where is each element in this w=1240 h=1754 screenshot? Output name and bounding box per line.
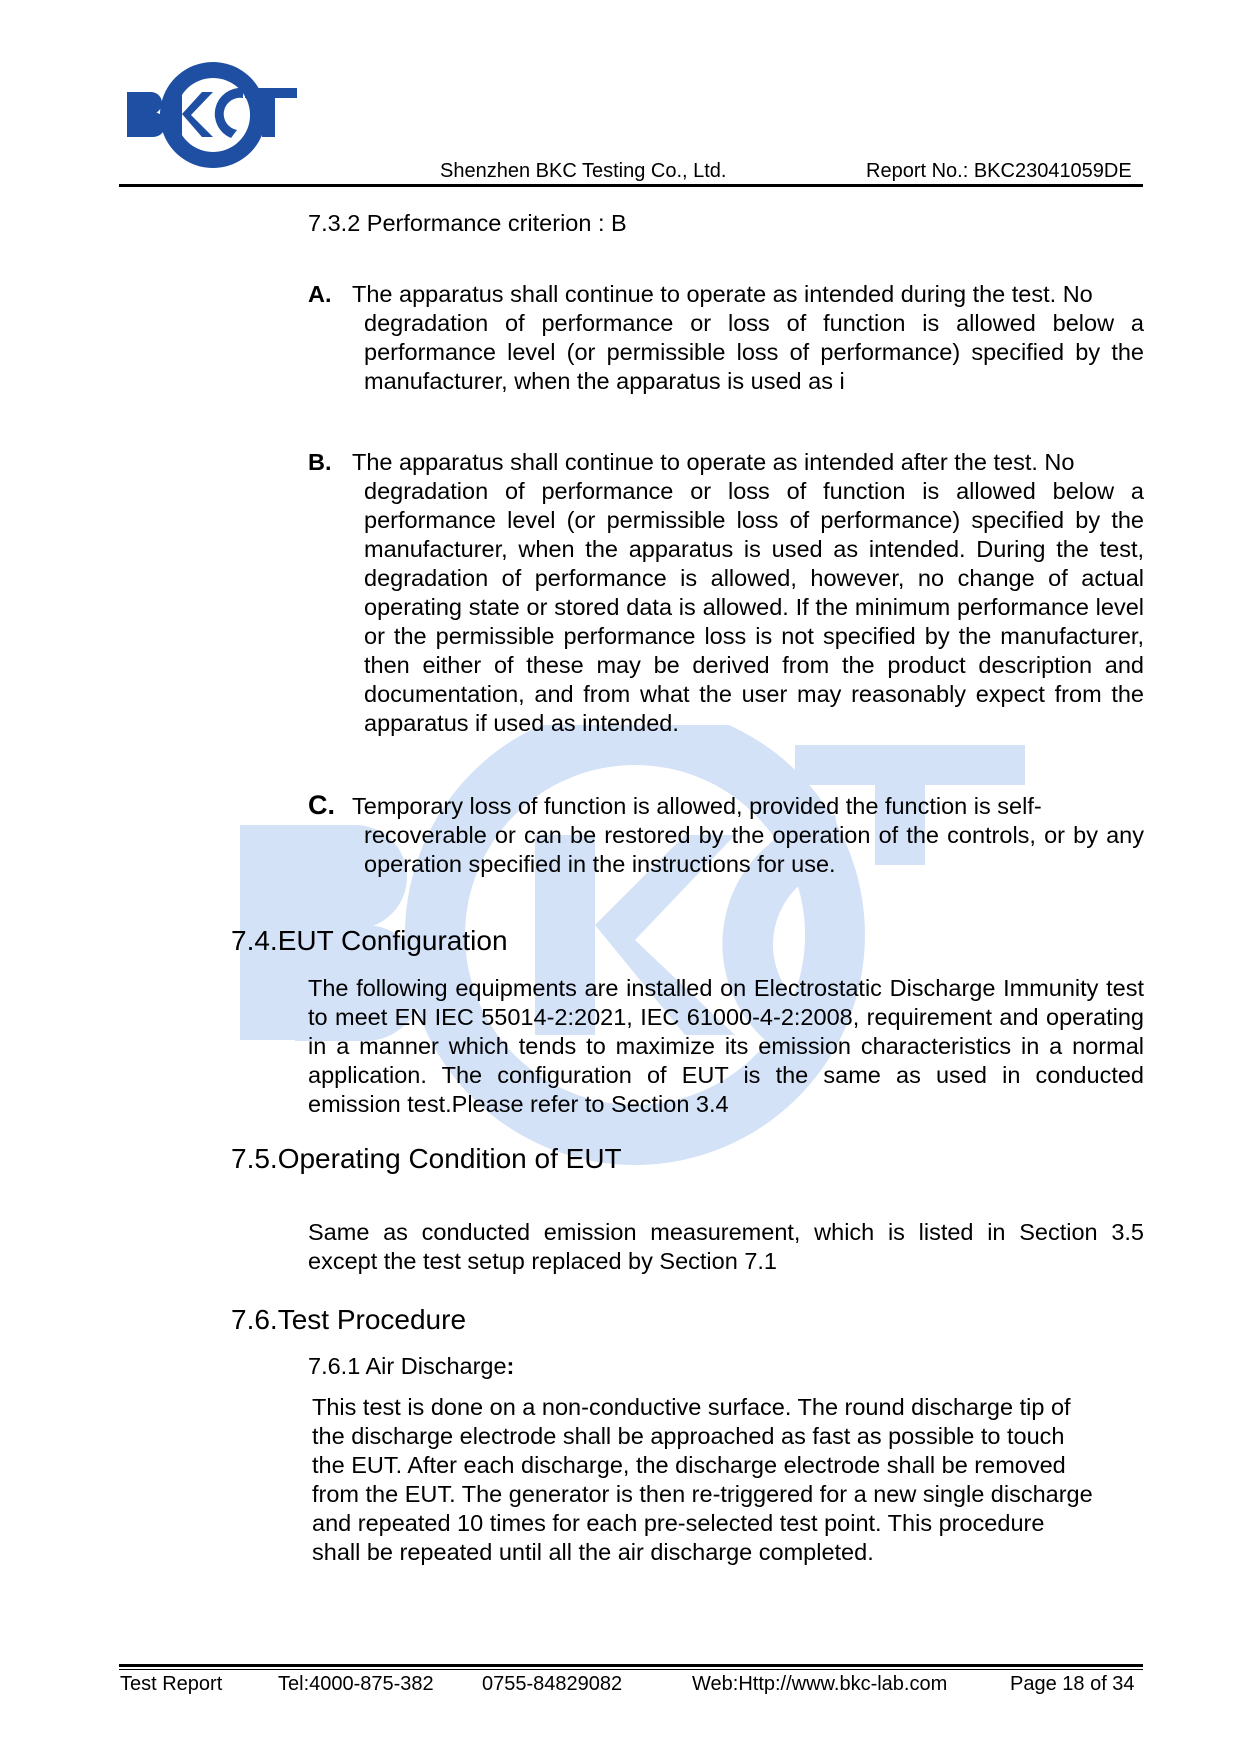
header-report-no: Report No.: BKC23041059DE xyxy=(866,160,1132,182)
item-first-line: The apparatus shall continue to operate as intended after the test. No xyxy=(352,449,1075,475)
air-discharge-line: and repeated 10 times for each pre-selected test point. This procedure xyxy=(312,1510,1045,1536)
item-rest: degradation of performance or loss of function is allowed below a performance level (or permissible loss of performance) specified by the manufacturer, when the apparatus is used as i xyxy=(364,310,1144,394)
bkct-logo xyxy=(125,60,300,170)
footer-web: Web:Http://www.bkc-lab.com xyxy=(692,1673,948,1695)
operating-condition-body: Same as conducted emission measurement, which is listed in Section 3.5 except the test setup replaced by Section 7.1 xyxy=(308,1219,1144,1274)
heading-eut-configuration: 7.4.EUT Configuration xyxy=(231,925,508,956)
footer-page-number: Page 18 of 34 xyxy=(1010,1673,1135,1695)
air-discharge-line: from the EUT. The generator is then re-triggered for a new single discharge xyxy=(312,1481,1093,1507)
heading-test-procedure: 7.6.Test Procedure xyxy=(231,1304,467,1335)
criterion-item-b xyxy=(308,448,1144,738)
footer-rule-thin xyxy=(119,1669,1143,1670)
air-discharge-line: the EUT. After each discharge, the discharge electrode shall be removed xyxy=(312,1452,1066,1478)
header-rule xyxy=(119,184,1143,187)
item-rest: recoverable or can be restored by the operation of the controls, or by any operation specified in the instructions for use. xyxy=(364,822,1144,877)
criterion-item-a xyxy=(308,280,1144,396)
item-label: C. xyxy=(308,790,335,820)
heading-operating-condition: 7.5.Operating Condition of EUT xyxy=(231,1143,622,1174)
item-first-line: The apparatus shall continue to operate as intended during the test. No xyxy=(352,281,1093,307)
footer-rule xyxy=(119,1664,1143,1667)
item-rest: degradation of performance or loss of function is allowed below a performance level (or permissible loss of performance) specified by the manufacturer, when the apparatus is used as intended. During the test, degradation of performance is allowed, however, no change of actual operating state or stored data is allowed. If the minimum performance level or the permissible performance loss is not specified by the manufacturer, then either of these may be derived from the product description and documentation, and from what the user may reasonably expect from the apparatus if used as intended. xyxy=(364,478,1144,736)
footer-phone: 0755-84829082 xyxy=(482,1673,623,1695)
footer-tel: Tel:4000-875-382 xyxy=(278,1673,434,1695)
sub-heading-colon: : xyxy=(506,1353,515,1379)
item-label: B. xyxy=(308,449,332,475)
criterion-item-c xyxy=(308,791,1144,879)
header-company: Shenzhen BKC Testing Co., Ltd. xyxy=(440,160,727,182)
eut-configuration-body: The following equipments are installed on Electrostatic Discharge Immunity test to meet EN IEC 55014-2:2021, IEC 61000-4-2:2008, requirement and operating in a manner which tends to maximize its emission characteristics in a normal application. The configuration of EUT is the same as used in conducted emission test.Please refer to Section 3.4 xyxy=(308,975,1144,1117)
criterion-title: 7.3.2 Performance criterion : B xyxy=(308,210,627,236)
sub-heading-air-discharge xyxy=(308,1352,514,1381)
air-discharge-line: the discharge electrode shall be approached as fast as possible to touch xyxy=(312,1423,1065,1449)
item-first-line: Temporary loss of function is allowed, provided the function is self- xyxy=(352,793,1042,819)
air-discharge-body xyxy=(312,1393,1093,1567)
air-discharge-line: This test is done on a non-conductive surface. The round discharge tip of xyxy=(312,1394,1071,1420)
air-discharge-line: shall be repeated until all the air discharge completed. xyxy=(312,1539,874,1565)
sub-heading-text: 7.6.1 Air Discharge xyxy=(308,1353,507,1379)
footer-label: Test Report xyxy=(120,1673,223,1695)
item-label: A. xyxy=(308,281,332,307)
